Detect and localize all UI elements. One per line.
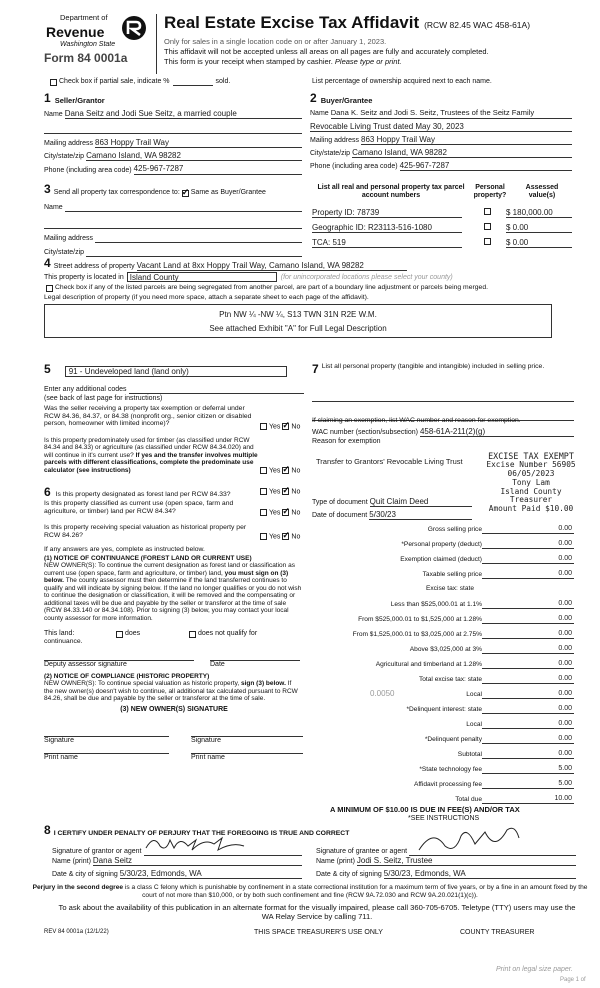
tax-row xyxy=(312,675,574,684)
grantee-signature-label: Signature of grantee or agent xyxy=(316,847,408,855)
legal-line1: Ptn NW ¼ -NW ¼, S13 TWN 31N R2E W.M. xyxy=(219,310,377,320)
notice2-text-c: If the new owner(s) doesn't wish to continue, all additional tax calculated pursuant to RCW 84.26, shall be due and payable by the seller or transferor at the time of sale. xyxy=(44,680,298,703)
seller-addr-label: Mailing address xyxy=(44,140,94,148)
tax-correspondence-section xyxy=(44,183,302,257)
parcels-col3-header: Assessed value(s) xyxy=(525,184,559,200)
tax-label: From $525,000.01 to $1,525,000 at 1.28% xyxy=(358,616,482,624)
timber-yes-checkbox[interactable] xyxy=(260,467,267,474)
yes-label: Yes xyxy=(269,423,281,431)
tax-label: Total excise tax: state xyxy=(418,676,482,684)
partial-sale-percent[interactable] xyxy=(173,78,213,86)
sec3-addr-field[interactable] xyxy=(95,234,302,243)
tax-row xyxy=(312,750,574,759)
header-line3 xyxy=(164,58,402,67)
dor-logo xyxy=(38,12,158,70)
buyer-addr-label: Mailing address xyxy=(310,136,360,144)
historic-no-checkbox[interactable] xyxy=(282,533,289,540)
notice1-title: (1) NOTICE OF CONTINUANCE (FOREST LAND OR CURRENT USE) xyxy=(44,554,252,562)
tax-value[interactable]: 0.00 xyxy=(482,630,574,639)
no-label: No xyxy=(291,533,301,541)
tax-label: Gross selling price xyxy=(427,526,482,534)
perjury-text: is a class C felony which is punishable by confinement in a state correctional institution for a maximum term of five years, or by a fine in an amount fixed by the court of not more than $10,000, or by both such confinement and fine (RCW 9A.72.030 and RCW 9A.20.021(1)(c)). xyxy=(124,884,588,899)
tax-value[interactable]: 0.00 xyxy=(482,645,574,654)
form-title: Real Estate Excise Tax Affidavit xyxy=(164,13,420,32)
seller-num: 1 xyxy=(44,91,51,105)
current-use-yes-checkbox[interactable] xyxy=(260,509,267,516)
tax-value[interactable]: 0.00 xyxy=(482,705,574,714)
dept-name: Revenue xyxy=(46,24,105,40)
tax-value[interactable]: 0.00 xyxy=(482,615,574,624)
tax-label: Above $3,025,000 at 3% xyxy=(409,646,482,654)
alt-format-notice: To ask about the availability of this publication in an alternate format for the visually impaired, please call 360-705-6705. Teletype (TTY) users may use the WA Relay Service by calling 711. xyxy=(58,903,576,921)
tax-value[interactable]: 0.00 xyxy=(482,600,574,609)
treasurer-stamp xyxy=(478,452,584,514)
perjury-notice xyxy=(30,884,590,899)
tax-label: Excise tax: state xyxy=(425,585,474,592)
doc-date-field[interactable]: 5/30/23 xyxy=(369,510,472,520)
no-label: No xyxy=(291,488,301,496)
current-use-no-checkbox[interactable] xyxy=(282,509,289,516)
forest-no-checkbox[interactable] xyxy=(282,488,289,495)
header-line1: Only for sales in a single location code on or after January 1, 2023. xyxy=(164,37,387,46)
parcel-row xyxy=(312,238,574,248)
tax-row xyxy=(312,645,574,654)
tax-row xyxy=(312,705,574,714)
tax-label: Taxable selling price xyxy=(422,571,482,579)
this-land-label: This land: xyxy=(44,630,75,638)
print-name-label: Print name xyxy=(191,753,225,761)
tax-row xyxy=(312,615,574,624)
wac-label: WAC number (section/subsection) xyxy=(312,429,418,437)
logo-mark-icon xyxy=(118,14,150,45)
sec4-num: 4 xyxy=(44,256,51,270)
codes-note: (see back of last page for instructions) xyxy=(44,394,163,402)
grantee-signature-image xyxy=(415,824,525,854)
buyer-title: Buyer/Grantee xyxy=(320,96,373,106)
tax-value[interactable]: 0.00 xyxy=(482,525,574,534)
personal-property-checkbox[interactable] xyxy=(484,223,491,230)
tax-value[interactable]: 0.00 xyxy=(482,555,574,564)
tax-label: *State technology fee xyxy=(419,766,482,774)
notice1-text-c: The county assessor must then determine if the land transferred continues to qualify and will indicate by signing below. If the land no longer qualifies or you do not wish to continue the designation or classification, it will be removed and the compensating or additional taxes will be due and payable by the seller or transferor at the time of sale (RCW 84.33.140 or 84.34.108). Prior to signing (3) below, you may contact your local county assessor for more information. xyxy=(44,577,302,622)
tax-label: Agricultural and timberland at 1.28% xyxy=(375,661,482,669)
buyer-city-field[interactable]: Camano Island, WA 98282 xyxy=(352,148,572,158)
tax-label: Affidavit processing fee xyxy=(413,781,482,789)
stamp-line3: 06/05/2023 xyxy=(507,469,555,479)
tax-label: Local xyxy=(466,691,482,699)
grantor-signature-label: Signature of grantor or agent xyxy=(52,847,142,855)
tax-value[interactable]: 5.00 xyxy=(482,765,574,774)
exempt-label: If claiming an exemption, list WAC number and reason for exemption. xyxy=(312,417,521,424)
notice3-title: (3) NEW OWNER(S) SIGNATURE xyxy=(120,705,228,713)
street-field[interactable]: Vacant Land at 8xx Hoppy Trail Way, Camano Island, WA 98282 xyxy=(137,261,407,271)
tax-row xyxy=(312,585,574,593)
parcel-row xyxy=(312,208,574,218)
buyer-phone-field[interactable]: 425-967-7287 xyxy=(400,161,572,171)
legal-size-note: Print on legal size paper. xyxy=(496,966,573,973)
treasurer-use-label: THIS SPACE TREASURER'S USE ONLY xyxy=(254,929,383,936)
tax-row xyxy=(312,525,574,534)
notice1-text xyxy=(44,562,302,622)
if-yes-note: If any answers are yes, complete as instructed below. xyxy=(44,546,205,553)
yes-label: Yes xyxy=(269,488,281,496)
revision-number: REV 84 0001a (12/1/22) xyxy=(44,929,109,935)
grantee-name-label: Name (print) xyxy=(316,858,355,866)
parcels-col1-header: List all real and personal property tax parcel account numbers xyxy=(317,184,465,200)
list-percentage-note: List percentage of ownership acquired next to each name. xyxy=(312,78,492,85)
codes-label: Enter any additional codes xyxy=(44,385,127,393)
tax-value[interactable]: 0.00 xyxy=(482,570,574,579)
tax-row xyxy=(312,780,574,789)
land-use-select[interactable]: 91 - Undeveloped land (land only) xyxy=(65,366,287,377)
sec8-num: 8 xyxy=(44,823,51,837)
same-as-buyer-label: Same as Buyer/Grantee xyxy=(190,188,266,196)
land-use-section xyxy=(44,363,304,481)
seller-city-field[interactable]: Camano Island, WA 98282 xyxy=(86,151,302,161)
tax-row xyxy=(312,555,574,564)
header-line3b: Please type or print. xyxy=(334,57,402,66)
buyer-name-line2[interactable]: Revocable Living Trust dated May 30, 2023 xyxy=(310,122,572,132)
stamp-line6: Amount Paid $10.00 xyxy=(488,504,574,513)
seller-section xyxy=(44,92,302,175)
yes-label: Yes xyxy=(269,533,281,541)
minimum-due-note: A MINIMUM OF $10.00 IS DUE IN FEE(S) AND/OR TAX xyxy=(330,805,520,814)
sec3-name-line2[interactable] xyxy=(44,220,302,229)
local-rate: 0.0050 xyxy=(370,689,395,698)
tax-value[interactable]: 0.00 xyxy=(482,540,574,549)
codes-field[interactable] xyxy=(129,385,305,394)
header-line3a: This form is your receipt when stamped by cashier. xyxy=(164,57,333,66)
buyer-section xyxy=(310,92,572,171)
grantor-signature-image xyxy=(144,832,264,854)
same-as-buyer-checkbox[interactable] xyxy=(182,190,189,197)
print-name-label: Print name xyxy=(44,753,78,761)
tax-label: From $1,525,000.01 to $3,025,000 at 2.75% xyxy=(352,631,482,639)
buyer-name-label: Name xyxy=(310,110,329,118)
partial-sale-checkbox[interactable] xyxy=(50,79,57,86)
timber-question xyxy=(44,437,262,474)
grantor-name-field[interactable]: Dana Seitz xyxy=(93,856,302,866)
form-title-row xyxy=(164,13,530,33)
sec7-num: 7 xyxy=(312,362,319,376)
deputy-label: Deputy assessor signature xyxy=(44,660,127,668)
sec3-addr-label: Mailing address xyxy=(44,234,94,242)
assessed-value[interactable]: $ 0.00 xyxy=(506,223,572,233)
sec3-name-field[interactable] xyxy=(65,203,302,212)
doc-date-row xyxy=(312,510,472,520)
personal-property-checkbox[interactable] xyxy=(484,238,491,245)
reason-label: Reason for exemption xyxy=(312,438,381,445)
tax-row xyxy=(312,765,574,774)
tax-value[interactable]: 0.00 xyxy=(482,750,574,759)
grantee-date-row xyxy=(316,869,576,879)
sec3-num: 3 xyxy=(44,182,51,196)
dept-top: Department of xyxy=(60,13,108,22)
segregated-label: Check box if any of the listed parcels are being segregated from another parcel, are part of a boundary line adjustment or parcels being merged. xyxy=(55,283,488,291)
notice2-title: (2) NOTICE OF COMPLIANCE (HISTORIC PROPERTY) xyxy=(44,672,210,680)
forest-land-section xyxy=(44,486,304,762)
tax-label: *Delinquent interest: state xyxy=(406,706,482,714)
personal-property-section xyxy=(312,363,574,421)
grantor-date-label: Date & city of signing xyxy=(52,871,118,879)
partial-sale-label: Check box if partial sale, indicate % xyxy=(59,78,170,85)
exemption-question: Was the seller receiving a property tax exemption or deferral under RCW 84.36, 84.37, or 84.38 (nonprofit org., senior citizen or disabled person, homeowner with limited income)? xyxy=(44,404,252,428)
tax-value[interactable]: 0.00 xyxy=(482,675,574,684)
legal-line2: See attached Exhibit "A" for Full Legal Description xyxy=(209,323,387,333)
grantor-signature-row xyxy=(52,842,302,856)
tax-label: Exemption claimed (deduct) xyxy=(400,556,482,564)
property-section xyxy=(44,257,574,338)
grantor-date-row xyxy=(52,869,302,879)
notice2-text-b: sign (3) below. xyxy=(241,680,286,688)
signature-label: Signature xyxy=(44,736,74,744)
grantee-signature-field[interactable] xyxy=(409,842,576,856)
segregated-checkbox[interactable] xyxy=(46,285,53,292)
doc-date-label: Date of document xyxy=(312,512,368,520)
legal-label: Legal description of property (if you need more space, attach a separate sheet to each page of the affidavit). xyxy=(44,293,369,301)
tax-label: Total due xyxy=(455,796,482,804)
partial-sale-row xyxy=(48,78,298,86)
tax-row xyxy=(312,570,574,579)
parcel-id[interactable]: Geographic ID: R23113-516-1080 xyxy=(312,223,462,233)
doc-type-field[interactable]: Quit Claim Deed xyxy=(370,497,472,507)
timber-question-a: Is this property predominately used for timber (as classified under RCW 84.34 and 84.33) or agriculture (as classified under RCW 84.34.020) and will continue in it's current use? xyxy=(44,436,254,459)
timber-no-checkbox[interactable] xyxy=(282,467,289,474)
tax-row xyxy=(312,630,574,639)
grantee-name-field[interactable]: Jodi S. Seitz, Trustee xyxy=(357,856,576,866)
no-label: No xyxy=(291,509,301,517)
grantee-signature-row xyxy=(316,842,576,856)
doc-type-label: Type of document xyxy=(312,499,368,507)
seller-title: Seller/Grantor xyxy=(54,96,105,106)
tax-row xyxy=(312,720,574,729)
seller-city-label: City/state/zip xyxy=(44,153,85,161)
sec3-city-field[interactable] xyxy=(86,248,302,257)
tax-row xyxy=(312,690,574,699)
notice2-text xyxy=(44,680,302,702)
grantor-name-row xyxy=(52,856,302,866)
buyer-city-label: City/state/zip xyxy=(310,150,351,158)
yes-label: Yes xyxy=(269,467,281,475)
tax-value[interactable]: 0.00 xyxy=(482,690,574,699)
current-use-question: Is this property classified as current use (open space, farm and agriculture, or timber) land per RCW 84.34? xyxy=(44,500,234,515)
notice1-text-a: NEW OWNER(S): To continue the current designation as forest land or classification as current use (open space, farm and agriculture, or timber) land, xyxy=(44,562,295,577)
historic-yes-checkbox[interactable] xyxy=(260,533,267,540)
reason-field[interactable]: Transfer to Grantors' Revocable Living Trust xyxy=(316,457,463,466)
header-divider xyxy=(156,14,157,74)
tax-label: Local xyxy=(466,721,482,729)
stamp-line1: EXCISE TAX EXEMPT xyxy=(488,451,574,461)
tax-label: *Personal property (deduct) xyxy=(401,541,482,549)
grantee-name-row xyxy=(316,856,576,866)
buyer-addr-field[interactable]: 863 Hoppy Trail Way xyxy=(361,135,572,145)
continuance-label: continuance. xyxy=(44,638,83,646)
grantor-name-label: Name (print) xyxy=(52,858,91,866)
personal-property-checkbox[interactable] xyxy=(484,208,491,215)
assessed-value[interactable]: $ 180,000.00 xyxy=(506,208,572,218)
tax-label: Subtotal xyxy=(457,751,482,759)
timber-question-b: If yes and the transfer involves multiple parcels with different classifications, complete the predominate use calculator (see instructions) xyxy=(44,451,258,474)
perjury-bold: Perjury in the second degree xyxy=(32,884,124,891)
tax-row xyxy=(312,660,574,669)
buyer-phone-label: Phone (including area code) xyxy=(310,163,398,171)
seller-name-field[interactable]: Dana Seitz and Jodi Sue Seitz, a married couple xyxy=(65,109,302,119)
tax-row xyxy=(312,540,574,549)
sec3-label: Send all property tax correspondence to: xyxy=(53,188,180,196)
tax-row xyxy=(312,600,574,609)
doc-type-row xyxy=(312,497,472,507)
tax-value[interactable]: 10.00 xyxy=(482,795,574,804)
forest-question: Is this property designated as forest land per RCW 84.33? xyxy=(55,491,231,498)
exemption-yes-checkbox[interactable] xyxy=(260,423,267,430)
seller-phone-label: Phone (including area code) xyxy=(44,166,132,174)
assessed-value[interactable]: $ 0.00 xyxy=(506,238,572,248)
notice1-text-b: you must sign on (3) below. xyxy=(44,569,289,585)
stamp-line2: Excise Number 56905 xyxy=(486,460,576,470)
tax-row xyxy=(312,795,574,804)
page-number: Page 1 of xyxy=(560,977,586,983)
county-treasurer-label: COUNTY TREASURER xyxy=(460,929,535,936)
grantee-date-label: Date & city of signing xyxy=(316,871,382,879)
county-note: (for unincorporated locations please select your county) xyxy=(280,273,453,281)
signature-label: Signature xyxy=(191,736,221,744)
historic-question: Is this property receiving special valuation as historical property per RCW 84.26? xyxy=(44,524,247,539)
seller-name-line2[interactable] xyxy=(44,125,302,134)
certify-statement: I CERTIFY UNDER PENALTY OF PERJURY THAT THE FOREGOING IS TRUE AND CORRECT xyxy=(53,829,350,837)
no-label: No xyxy=(291,467,301,475)
tax-value[interactable]: 0.00 xyxy=(482,720,574,729)
buyer-name-field[interactable]: Dana K. Seitz and Jodi S. Seitz, Trustees of the Seitz Family xyxy=(331,109,572,119)
exemption-no-checkbox[interactable] xyxy=(282,423,289,430)
form-number: Form 84 0001a xyxy=(44,51,128,65)
forest-yes-checkbox[interactable] xyxy=(260,488,267,495)
grantee-date-field[interactable]: 5/30/23, Edmonds, WA xyxy=(384,869,576,879)
tax-label: *Delinquent penalty xyxy=(424,736,482,744)
no-label: No xyxy=(291,423,301,431)
personal-property-line1[interactable] xyxy=(312,393,574,402)
see-instructions: *SEE INSTRUCTIONS xyxy=(408,815,480,822)
sec3-name-label: Name xyxy=(44,203,63,211)
dept-state: Washington State xyxy=(60,41,116,48)
seller-name-label: Name xyxy=(44,110,63,118)
grantor-signature-field[interactable] xyxy=(144,842,302,856)
wac-row xyxy=(312,427,574,437)
does-label: does xyxy=(125,630,141,638)
form-rcw: (RCW 82.45 WAC 458-61A) xyxy=(424,20,531,30)
does-qualify-checkbox[interactable] xyxy=(116,631,123,638)
parcel-id[interactable]: TCA: 519 xyxy=(312,238,462,248)
tax-row xyxy=(312,735,574,744)
notice2-text-a: NEW OWNER(S): To continue special valuation as historic property, xyxy=(44,680,240,688)
parcel-id[interactable]: Property ID: 78739 xyxy=(312,208,462,218)
sec6-num: 6 xyxy=(44,485,51,499)
wac-field[interactable]: 458-61A-211(2)(g) xyxy=(420,427,574,437)
sec3-city-label: City/state/zip xyxy=(44,248,85,256)
legal-description-box[interactable] xyxy=(44,304,552,338)
tax-value[interactable]: 0.00 xyxy=(482,660,574,669)
seller-phone-field[interactable]: 425-967-7287 xyxy=(134,164,302,174)
does-not-qualify-checkbox[interactable] xyxy=(189,631,196,638)
tax-value[interactable]: 0.00 xyxy=(482,735,574,744)
county-select[interactable]: Island County xyxy=(127,272,277,282)
seller-addr-field[interactable]: 863 Hoppy Trail Way xyxy=(95,138,302,148)
yes-label: Yes xyxy=(269,509,281,517)
deputy-date-label: Date xyxy=(210,660,225,668)
tax-value[interactable]: 5.00 xyxy=(482,780,574,789)
buyer-num: 2 xyxy=(310,91,317,105)
county-label: This property is located in xyxy=(44,273,124,281)
grantor-date-field[interactable]: 5/30/23, Edmonds, WA xyxy=(120,869,302,879)
street-label: Street address of property xyxy=(53,262,135,270)
tax-label: Less than $525,000.01 at 1.1% xyxy=(390,601,482,609)
stamp-line4: Tony Lam xyxy=(512,477,550,487)
parcels-col2-header: Personal property? xyxy=(473,184,507,200)
sec7-label: List all personal property (tangible and intangible) included in selling price. xyxy=(321,363,545,370)
does-not-label: does not qualify for xyxy=(198,630,258,638)
sec5-num: 5 xyxy=(44,362,51,376)
header-line2: This affidavit will not be accepted unless all areas on all pages are fully and accurately completed. xyxy=(164,47,489,56)
stamp-line5: Island County Treasurer xyxy=(500,486,562,505)
parcel-row xyxy=(312,223,574,233)
partial-sale-sold: sold. xyxy=(215,78,231,85)
